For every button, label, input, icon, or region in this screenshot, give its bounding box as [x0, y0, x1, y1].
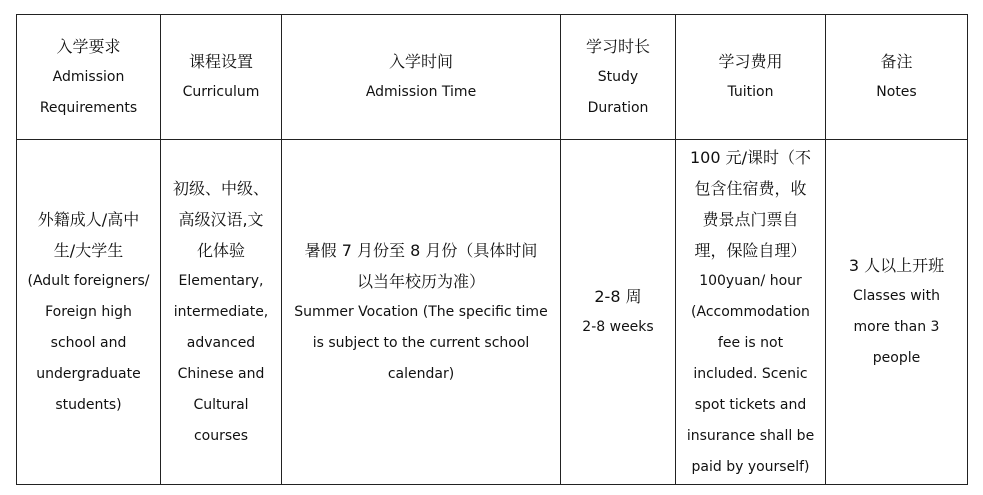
cell-line: insurance shall be [686, 427, 815, 444]
cell-line: 2-8 周 [594, 287, 642, 306]
cell-study-duration [561, 140, 676, 485]
cell-line: advanced [186, 334, 256, 351]
cell-line: is subject to the current school [312, 334, 530, 351]
cell-line: included. Scenic [693, 365, 808, 382]
header-zh: 入学要求 [56, 36, 121, 56]
cell-line: 费景点门票自 [702, 209, 799, 229]
cell-line: 化体验 [196, 240, 245, 260]
header-curriculum [161, 15, 282, 140]
header-en: Study [597, 68, 639, 85]
cell-line: 暑假 7 月份至 8 月份（具体时间 [304, 240, 538, 260]
cell-line: Foreign high [45, 303, 132, 320]
cell-line: more than 3 [853, 319, 940, 335]
header-en: Requirements [39, 99, 138, 116]
cell-admission-requirements [17, 140, 161, 485]
cell-line: 100yuan/ hour [699, 272, 802, 289]
cell-line: Chinese and [177, 365, 265, 382]
cell-line: fee is not [717, 334, 784, 351]
header-en: Curriculum [182, 84, 260, 100]
cell-line: Summer Vocation (The specific time [294, 303, 548, 320]
header-zh: 学习费用 [718, 52, 783, 71]
cell-line: people [872, 350, 921, 366]
header-en: Admission Time [365, 84, 477, 100]
cell-line: Classes with [853, 288, 940, 304]
cell-line: 2-8 weeks [582, 319, 654, 335]
header-tuition [676, 15, 826, 140]
cell-line: Cultural [193, 396, 249, 413]
cell-line: students) [55, 396, 122, 413]
table-row [17, 140, 968, 485]
header-zh: 课程设置 [188, 52, 253, 71]
cell-notes [826, 140, 968, 485]
cell-line: 初级、中级、 [172, 178, 269, 198]
cell-line: 100 元/课时（不 [689, 147, 812, 167]
header-zh: 入学时间 [388, 52, 453, 71]
cell-line: courses [193, 427, 249, 444]
cell-line: intermediate, [173, 303, 269, 320]
header-zh: 学习时长 [585, 36, 650, 56]
cell-line: undergraduate [36, 365, 141, 382]
cell-line: 外籍成人/高中 [37, 209, 140, 229]
cell-line: 生/大学生 [53, 240, 124, 260]
header-notes [826, 15, 968, 140]
cell-line: (Accommodation [691, 303, 810, 320]
cell-line: 高级汉语,文 [178, 209, 264, 229]
cell-line: (Adult foreigners/ [27, 272, 150, 289]
header-en: Duration [587, 99, 649, 116]
cell-line: 理，保险自理） [694, 240, 807, 260]
header-admission-time [282, 15, 561, 140]
header-en: Tuition [727, 84, 774, 100]
cell-line: paid by yourself) [691, 458, 810, 475]
cell-line: 包含住宿费，收 [694, 178, 807, 198]
cell-line: calendar) [387, 365, 455, 382]
header-admission-requirements [17, 15, 161, 140]
admission-info-table [16, 14, 968, 485]
cell-admission-time [282, 140, 561, 485]
cell-line: 以当年校历为准） [356, 271, 485, 291]
cell-line: Elementary, [178, 272, 264, 289]
cell-line: school and [50, 334, 127, 351]
cell-curriculum [161, 140, 282, 485]
table-header-row [17, 15, 968, 140]
header-en: Notes [876, 84, 917, 100]
header-en: Admission [52, 68, 125, 85]
cell-line: 3 人以上开班 [848, 256, 945, 275]
header-zh: 备注 [880, 52, 913, 71]
header-study-duration [561, 15, 676, 140]
cell-tuition [676, 140, 826, 485]
cell-line: spot tickets and [694, 396, 807, 413]
